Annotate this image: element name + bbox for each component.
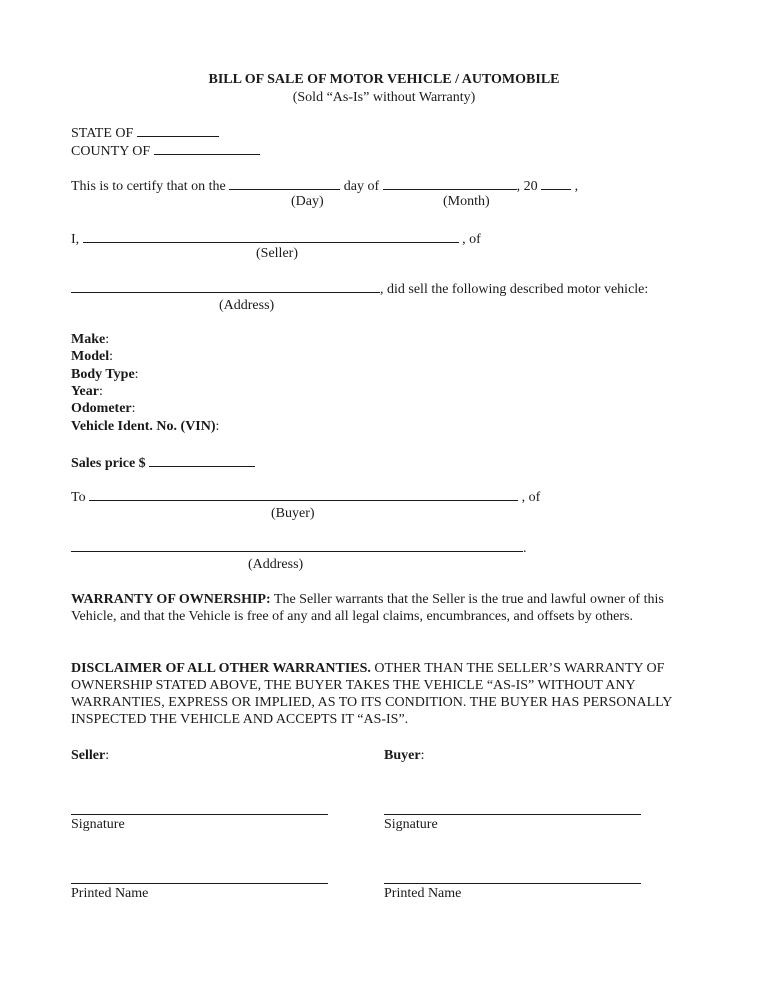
year-prefix: , 20 — [516, 179, 538, 194]
buyer-prefix: To — [71, 490, 86, 505]
field-colon: : — [215, 419, 220, 434]
state-label: STATE OF — [71, 126, 134, 141]
field-label: Vehicle Ident. No. (VIN) — [71, 419, 216, 434]
buyer-suffix: , of — [521, 490, 541, 505]
field-colon: : — [99, 384, 103, 399]
disclaimer-paragraph — [71, 660, 691, 728]
disclaimer-text: OTHER THAN THE SELLER’S WARRANTY OF OWNERSHIP STATED ABOVE, THE BUYER TAKES THE VEHICLE “AS-IS” WITHOUT ANY WARRANTIES, EXPRESS OR IMPLIED, AS TO ITS CONDITION. THE BUYER HAS PERSONALLY INSPECTED THE VEHICLE AND ACCEPTS IT “AS-IS”. — [71, 661, 672, 727]
month-caption: (Month) — [443, 194, 490, 209]
buyer-address-caption: (Address) — [248, 557, 304, 572]
warranty-text: The Seller warrants that the Seller is the true and lawful owner of this Vehicle, and that the Vehicle is free of any and all legal claims, encumbrances, and offsets by others. — [71, 592, 664, 624]
document-title: BILL OF SALE OF MOTOR VEHICLE / AUTOMOBILE — [208, 72, 560, 87]
county-row — [71, 141, 260, 160]
seller-address-suffix: , did sell the following described motor vehicle: — [380, 282, 649, 297]
vehicle-field-odometer — [71, 400, 136, 417]
state-blank[interactable] — [137, 123, 219, 137]
seller-address-blank[interactable] — [71, 279, 380, 293]
day-of-label: day of — [343, 179, 380, 194]
year-blank[interactable] — [541, 176, 571, 190]
buyer-address-blank[interactable] — [71, 538, 523, 552]
vehicle-field-make — [71, 331, 109, 348]
field-colon: : — [109, 349, 113, 364]
field-label: Odometer — [71, 401, 132, 416]
seller-address-caption: (Address) — [219, 298, 275, 313]
seller-printed-name-caption: Printed Name — [71, 886, 149, 901]
seller-signature-line[interactable] — [71, 814, 328, 815]
seller-printed-name-line[interactable] — [71, 883, 328, 884]
certify-comma: , — [574, 179, 579, 194]
county-blank[interactable] — [154, 141, 260, 155]
buyer-signature-heading — [384, 747, 424, 764]
buyer-heading-colon: : — [420, 748, 425, 763]
county-label: COUNTY OF — [71, 144, 151, 159]
buyer-name-blank[interactable] — [89, 487, 518, 501]
seller-suffix: , of — [462, 232, 481, 247]
buyer-printed-name-caption: Printed Name — [384, 886, 462, 901]
buyer-name-row — [71, 487, 540, 506]
field-label: Model — [71, 349, 110, 364]
sales-price-label: Sales price $ — [71, 456, 146, 471]
field-label: Make — [71, 332, 106, 347]
buyer-signature-caption: Signature — [384, 817, 438, 832]
seller-caption: (Seller) — [256, 246, 298, 261]
field-label: Year — [71, 384, 99, 399]
seller-address-row — [71, 279, 648, 298]
buyer-signature-line[interactable] — [384, 814, 641, 815]
warranty-paragraph — [71, 591, 691, 625]
field-label: Body Type — [71, 367, 135, 382]
vehicle-field-year — [71, 383, 103, 400]
warranty-heading: WARRANTY OF OWNERSHIP: — [71, 592, 271, 607]
seller-name-blank[interactable] — [83, 229, 459, 243]
seller-prefix: I, — [71, 232, 80, 247]
field-colon: : — [134, 367, 139, 382]
buyer-heading-label: Buyer — [384, 748, 421, 763]
seller-heading-label: Seller — [71, 748, 106, 763]
sales-price-row — [71, 453, 255, 472]
buyer-address-row — [71, 538, 527, 557]
certify-row — [71, 176, 578, 195]
buyer-address-suffix: . — [523, 541, 527, 556]
seller-signature-caption: Signature — [71, 817, 125, 832]
month-blank[interactable] — [383, 176, 517, 190]
day-caption: (Day) — [291, 194, 324, 209]
field-colon: : — [131, 401, 136, 416]
vehicle-field-model — [71, 348, 113, 365]
certify-prefix: This is to certify that on the — [71, 179, 226, 194]
document-subtitle: (Sold “As-Is” without Warranty) — [292, 90, 476, 105]
disclaimer-heading: DISCLAIMER OF ALL OTHER WARRANTIES. — [71, 661, 371, 676]
sales-price-blank[interactable] — [149, 453, 255, 467]
field-colon: : — [105, 332, 110, 347]
state-row — [71, 123, 219, 142]
buyer-caption: (Buyer) — [271, 506, 315, 521]
buyer-printed-name-line[interactable] — [384, 883, 641, 884]
vehicle-field-body-type — [71, 366, 139, 383]
vehicle-field-vin — [71, 418, 219, 435]
seller-signature-heading — [71, 747, 109, 764]
day-blank[interactable] — [229, 176, 340, 190]
seller-heading-colon: : — [105, 748, 110, 763]
